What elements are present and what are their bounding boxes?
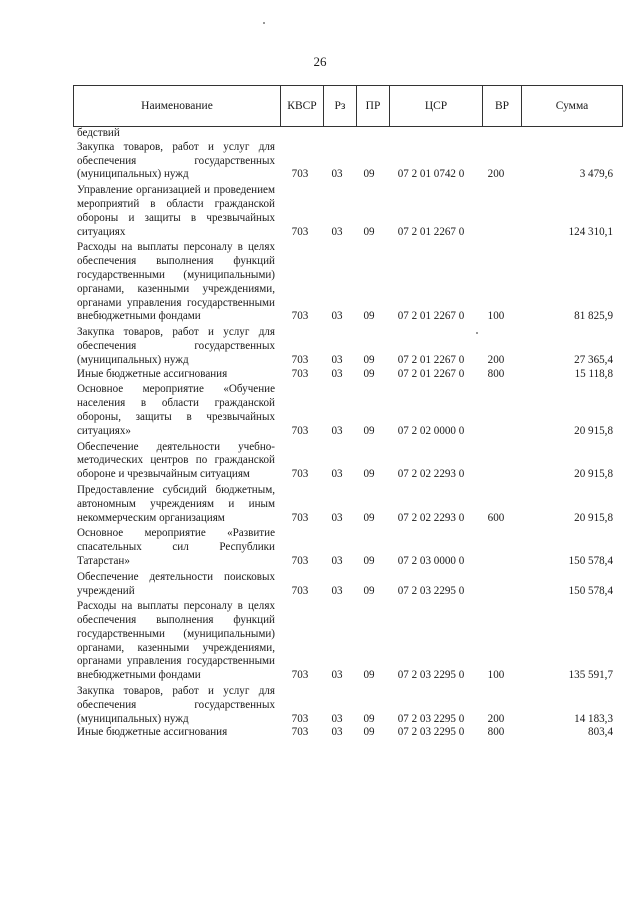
cell-sum: 20 915,8	[574, 468, 613, 481]
table-row	[73, 685, 615, 726]
cell-rz: 03	[331, 353, 343, 366]
cell-csr: 07 2 01 2267 0	[397, 353, 465, 366]
cell-kvsr: 703	[291, 353, 309, 366]
cell-kvsr: 703	[291, 669, 309, 682]
cell-name: Закупка товаров, работ и услуг для обеспечения государственных (муниципальных) нужд	[77, 140, 275, 181]
column-header-vr: ВР	[483, 86, 522, 127]
table-row	[73, 484, 615, 525]
cell-csr: 07 2 01 2267 0	[397, 225, 465, 238]
cell-pr: 09	[363, 726, 375, 739]
cell-name: Иные бюджетные ассигнования	[77, 726, 228, 739]
cell-rz: 03	[331, 168, 343, 181]
cell-csr: 07 2 03 0000 0	[397, 554, 465, 567]
cell-kvsr: 703	[291, 367, 309, 380]
cell-csr: 07 2 02 2293 0	[397, 511, 465, 524]
cell-name: Основное мероприятие «Обучение населения в области гражданской обороны, защиты в чрезвычайных ситуациях»	[77, 383, 275, 437]
table-row	[73, 600, 615, 683]
cell-sum: 20 915,8	[574, 511, 613, 524]
cell-kvsr: 703	[291, 511, 309, 524]
table-row	[73, 127, 615, 141]
scan-speck	[476, 332, 478, 334]
cell-csr: 07 2 01 0742 0	[397, 168, 465, 181]
cell-kvsr: 703	[291, 424, 309, 437]
table-row	[73, 726, 615, 740]
cell-name: бедствий	[77, 127, 120, 139]
cell-name: Иные бюджетные ассигнования	[77, 367, 228, 380]
cell-sum: 81 825,9	[574, 310, 613, 323]
cell-pr: 09	[363, 584, 375, 597]
cell-pr: 09	[363, 353, 375, 366]
cell-pr: 09	[363, 468, 375, 481]
cell-vr: 100	[487, 310, 505, 323]
page-number: 26	[313, 54, 327, 69]
cell-kvsr: 703	[291, 468, 309, 481]
table-row	[73, 571, 615, 599]
cell-pr: 09	[363, 225, 375, 238]
cell-csr: 07 2 02 2293 0	[397, 468, 465, 481]
cell-csr: 07 2 03 2295 0	[397, 584, 465, 597]
table-header	[73, 85, 623, 127]
cell-rz: 03	[331, 468, 343, 481]
cell-sum: 803,4	[588, 726, 613, 739]
cell-sum: 150 578,4	[568, 584, 613, 597]
cell-kvsr: 703	[291, 584, 309, 597]
column-header-name: Наименование	[74, 86, 281, 127]
cell-csr: 07 2 03 2295 0	[397, 669, 465, 682]
table-row	[73, 141, 615, 182]
cell-rz: 03	[331, 225, 343, 238]
cell-pr: 09	[363, 712, 375, 725]
cell-rz: 03	[331, 669, 343, 682]
cell-kvsr: 703	[291, 310, 309, 323]
table-row	[73, 241, 615, 324]
cell-name: Обеспечение деятельности учебно-методических центров по гражданской обороне и чрезвычайным ситуациям	[77, 440, 275, 481]
cell-sum: 124 310,1	[568, 225, 613, 238]
table-row	[73, 184, 615, 239]
cell-csr: 07 2 02 0000 0	[397, 424, 465, 437]
cell-sum: 3 479,6	[579, 168, 613, 181]
cell-rz: 03	[331, 712, 343, 725]
column-header-kvsr: КВСР	[281, 86, 324, 127]
cell-rz: 03	[331, 554, 343, 567]
cell-csr: 07 2 01 2267 0	[397, 310, 465, 323]
cell-rz: 03	[331, 726, 343, 739]
cell-name: Расходы на выплаты персоналу в целях обеспечения выполнения функций государственными (муниципальными) органами, казенными учреждениями, органами управления государственными внебюджетными фондами	[77, 241, 275, 323]
cell-rz: 03	[331, 367, 343, 380]
cell-rz: 03	[331, 511, 343, 524]
cell-name: Основное мероприятие «Развитие спасательных сил Республики Татарстан»	[77, 527, 275, 567]
cell-csr: 07 2 03 2295 0	[397, 712, 465, 725]
cell-kvsr: 703	[291, 168, 309, 181]
cell-vr: 200	[487, 353, 505, 366]
table-row	[73, 441, 615, 482]
cell-sum: 135 591,7	[568, 669, 613, 682]
column-header-pr: ПР	[357, 86, 390, 127]
table-row	[73, 326, 615, 367]
cell-pr: 09	[363, 367, 375, 380]
cell-pr: 09	[363, 424, 375, 437]
cell-vr: 800	[487, 726, 505, 739]
cell-pr: 09	[363, 669, 375, 682]
column-header-sum: Сумма	[522, 86, 623, 127]
cell-kvsr: 703	[291, 726, 309, 739]
table-row	[73, 383, 615, 438]
cell-kvsr: 703	[291, 712, 309, 725]
cell-name: Предоставление субсидий бюджетным, автономным учреждениям и иным некоммерческим организациям	[77, 483, 275, 524]
cell-name: Управление организацией и проведением мероприятий в области гражданской обороны и защиты в чрезвычайных ситуациях	[77, 184, 275, 238]
table-row	[73, 368, 615, 382]
cell-pr: 09	[363, 310, 375, 323]
cell-vr: 800	[487, 367, 505, 380]
cell-csr: 07 2 03 2295 0	[397, 726, 465, 739]
cell-name: Расходы на выплаты персоналу в целях обеспечения выполнения функций государственными (муниципальными) органами, казенными учреждениями, органами управления государственными внебюджетными фондами	[77, 600, 275, 682]
cell-pr: 09	[363, 554, 375, 567]
cell-name: Обеспечение деятельности поисковых учреждений	[77, 570, 275, 597]
cell-name: Закупка товаров, работ и услуг для обеспечения государственных (муниципальных) нужд	[77, 326, 275, 366]
cell-sum: 14 183,3	[574, 712, 613, 725]
cell-vr: 200	[487, 168, 505, 181]
cell-vr: 600	[487, 511, 505, 524]
table-row	[73, 527, 615, 568]
cell-pr: 09	[363, 168, 375, 181]
column-header-rz: Рз	[324, 86, 357, 127]
cell-csr: 07 2 01 2267 0	[397, 367, 465, 380]
cell-kvsr: 703	[291, 225, 309, 238]
cell-vr: 200	[487, 712, 505, 725]
cell-sum: 20 915,8	[574, 424, 613, 437]
cell-pr: 09	[363, 511, 375, 524]
cell-name: Закупка товаров, работ и услуг для обеспечения государственных (муниципальных) нужд	[77, 685, 275, 725]
cell-rz: 03	[331, 310, 343, 323]
cell-sum: 15 118,8	[574, 367, 613, 380]
cell-kvsr: 703	[291, 554, 309, 567]
cell-sum: 150 578,4	[568, 554, 613, 567]
cell-rz: 03	[331, 424, 343, 437]
cell-rz: 03	[331, 584, 343, 597]
cell-vr: 100	[487, 669, 505, 682]
cell-sum: 27 365,4	[574, 353, 613, 366]
column-header-csr: ЦСР	[390, 86, 483, 127]
table-body	[73, 127, 615, 740]
scan-speck	[263, 22, 265, 24]
